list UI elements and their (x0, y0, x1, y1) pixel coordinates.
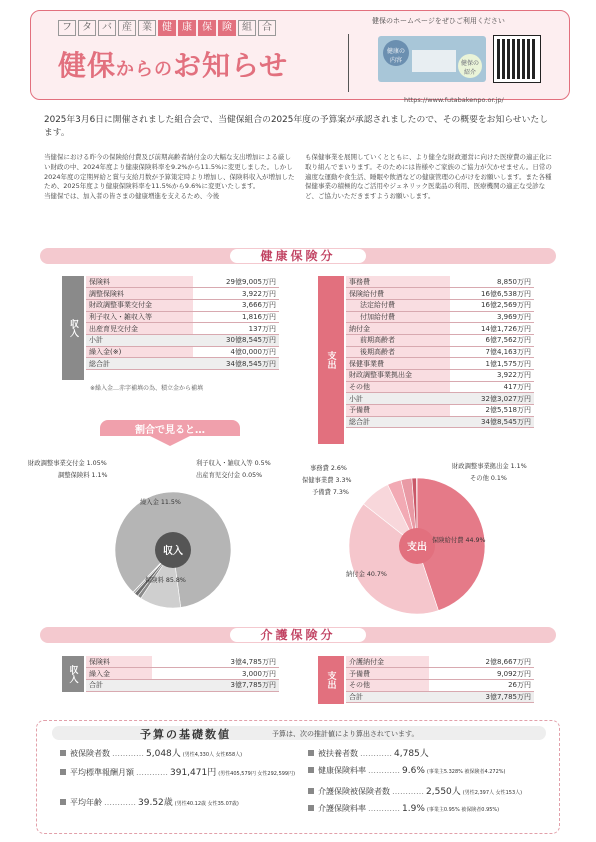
basis-subtitle: 予算は、次の推計値により算出されています。 (272, 730, 419, 738)
basis-note: (男性4,330人 女性658人) (182, 752, 243, 758)
basis-key: 平均標準報酬月額 (70, 768, 134, 777)
bullet-icon (60, 750, 66, 756)
ratio-title: 割合で見ると… (135, 425, 205, 436)
table-row (346, 311, 534, 323)
org-char: 組 (238, 20, 256, 36)
basis-value: 5,048人 (146, 749, 181, 759)
body-left: 当健保における昨今の保険給付費及び前期高齢者納付金の大幅な支出増加による厳しい財政の中、2024年度より健康保険料率を9.2%から11.5%に変更しました。しかし2024年度の定期昇給と賞与支給月数が予算策定時より増加し、保険料収入が増加したため、2025年度より健康保険料率を11.5%から9.6%に変更いたします。 当健保では、加入者の皆さまの健康増進を支えるため、今後 (44, 153, 295, 201)
table-row (86, 311, 279, 323)
org-name (58, 20, 278, 36)
page-title: 健保からのお知らせ (58, 49, 289, 82)
table-row (86, 656, 279, 668)
row-value: 6億7,562万円 (450, 334, 534, 346)
org-char: フ (58, 20, 76, 36)
table-row (346, 679, 534, 691)
table-row (346, 276, 534, 288)
care-expense-table (346, 656, 534, 703)
pie-label: 繰入金 11.5% (140, 499, 181, 506)
table-row (346, 393, 534, 405)
expense-table (346, 276, 534, 428)
table-row (346, 668, 534, 680)
org-char: タ (78, 20, 96, 36)
income-pie-chart (20, 450, 300, 610)
row-value: 32億3,027万円 (450, 393, 534, 405)
row-value: 14億1,726万円 (450, 323, 534, 335)
row-label: 出産育児交付金 (86, 323, 193, 335)
table-row (346, 299, 534, 311)
pie-center-label: 支出 (407, 542, 427, 553)
row-label: 保険料 (86, 656, 152, 668)
row-label: その他 (346, 381, 450, 393)
leader-dots: ………… (368, 766, 400, 775)
row-value: 3億7,785万円 (429, 691, 534, 703)
pie-label: 調整保険料 1.1% (58, 472, 108, 479)
pie-label: 保健事業費 3.3% (302, 477, 352, 484)
homepage-url[interactable]: https://www.futabakenpo.or.jp/ (404, 96, 504, 104)
row-label: 予備費 (346, 668, 429, 680)
header-divider (348, 34, 349, 92)
row-label: 事務費 (346, 276, 450, 288)
basis-item (60, 795, 300, 814)
row-label: 小計 (346, 393, 450, 405)
basis-key: 平均年齢 (70, 798, 102, 807)
row-value: 1,816万円 (193, 311, 279, 323)
leader-dots: ………… (368, 804, 400, 813)
leader-dots: ………… (112, 749, 144, 758)
row-value: 8,850万円 (450, 276, 534, 288)
basis-note: (男性2,397人 女性153人) (462, 790, 523, 796)
basis-note: (事業主5.328% 被保険者4.272%) (426, 769, 506, 775)
table-row (346, 334, 534, 346)
leader-dots: ………… (104, 798, 136, 807)
row-value: 7億4,163万円 (450, 346, 534, 358)
row-value: 2億8,667万円 (429, 656, 534, 668)
basis-right-list (308, 746, 553, 822)
income-label: 収入 (62, 276, 84, 380)
row-value: 30億8,545万円 (193, 334, 279, 346)
row-label: 財政調整事業拠出金 (346, 370, 450, 382)
row-label: 小計 (86, 334, 193, 346)
pie-label: 出産育児交付金 0.05% (196, 472, 263, 479)
pie-center-label: 収入 (163, 546, 183, 557)
health-section-title: 健康保険分 (230, 249, 366, 263)
row-value: 26万円 (429, 679, 534, 691)
org-char: 健 (158, 20, 176, 36)
basis-key: 被保険者数 (70, 749, 110, 758)
row-value: 417万円 (450, 381, 534, 393)
basis-value: 1.9% (402, 804, 425, 814)
row-label: 付加給付費 (346, 311, 450, 323)
leader-dots: ………… (136, 768, 168, 777)
basis-left-list (60, 746, 300, 814)
row-label: 保険給付費 (346, 288, 450, 300)
row-label: 調整保険料 (86, 288, 193, 300)
basis-item (308, 765, 553, 784)
table-row (86, 334, 279, 346)
qr-code-icon[interactable] (494, 36, 540, 82)
leader-dots: ………… (360, 749, 392, 758)
basis-item (308, 803, 553, 822)
pie-label: 保険料 85.8% (145, 577, 186, 584)
table-row (346, 405, 534, 417)
row-value: 3,000万円 (152, 668, 279, 680)
bullet-icon (308, 805, 314, 811)
basis-key: 被扶養者数 (318, 749, 358, 758)
row-label: 前期高齢者 (346, 334, 450, 346)
basis-key: 健康保険料率 (318, 766, 366, 775)
row-label: 総合計 (346, 416, 450, 428)
thumb-badge-right: 健保の 紹介 (458, 54, 482, 78)
bullet-icon (308, 788, 314, 794)
row-label: 保健事業費 (346, 358, 450, 370)
body-right: も保健事業を展開していくとともに、より健全な財政運営に向けた医療費の適正化に取り組んでまいります。そのためには皆様やご家族のご協力が欠かせません。日常の適度な運動や食生活、睡眠や飲酒などの健康管理の心がけをお願いします。また各種保健事業の積極的なご活用やジェネリック医薬品の利用、医療機関の適正な受診など、ご協力いただきますようお願いします。 (305, 153, 552, 201)
table-row (346, 381, 534, 393)
care-expense-label: 支出 (318, 656, 344, 704)
org-char: 保 (198, 20, 216, 36)
basis-note: (男性40.12歳 女性35.07歳) (174, 801, 239, 807)
basis-value: 9.6% (402, 766, 425, 776)
row-value: 4億0,000万円 (193, 346, 279, 358)
table-row (346, 370, 534, 382)
row-value: 3億4,785万円 (152, 656, 279, 668)
row-value: 3,969万円 (450, 311, 534, 323)
row-label: 納付金 (346, 323, 450, 335)
org-char: 業 (138, 20, 156, 36)
basis-key: 介護保険料率 (318, 804, 366, 813)
row-label: 利子収入・雑収入等 (86, 311, 193, 323)
bullet-icon (308, 767, 314, 773)
row-value: 16億2,569万円 (450, 299, 534, 311)
basis-value: 4,785人 (394, 749, 429, 759)
table-row (86, 346, 279, 358)
basis-item (308, 784, 553, 803)
bullet-icon (308, 750, 314, 756)
income-note: ※繰入金…赤字補填の為、積立金から補填 (90, 385, 204, 392)
table-row (346, 416, 534, 428)
pie-label: 保険給付費 44.9% (432, 537, 486, 544)
org-char: 康 (178, 20, 196, 36)
leader-dots: ………… (392, 787, 424, 796)
org-char: 険 (218, 20, 236, 36)
row-value: 3,922万円 (450, 370, 534, 382)
row-value: 34億8,545万円 (450, 416, 534, 428)
care-income-label: 収入 (62, 656, 84, 692)
table-row (86, 358, 279, 370)
pie-label: その他 0.1% (470, 475, 507, 482)
row-value: 3,666万円 (193, 299, 279, 311)
org-char: 産 (118, 20, 136, 36)
row-label: 介護納付金 (346, 656, 429, 668)
expense-label: 支出 (318, 276, 344, 444)
care-income-table (86, 656, 279, 692)
thumb-badge-left: 健康の 内容 (383, 40, 409, 66)
basis-note: (事業主0.95% 被保険者0.95%) (426, 807, 500, 813)
intro-text: 2025年3月6日に開催されました組合会で、当健保組合の2025年度の予算案が承認されましたので、その概要をお知らせいたします。 (44, 115, 548, 138)
table-row (346, 323, 534, 335)
building-icon (412, 50, 456, 72)
row-value: 1億1,575万円 (450, 358, 534, 370)
row-label: 後期高齢者 (346, 346, 450, 358)
basis-note: (男性405,579円 女性292,599円) (218, 771, 296, 777)
table-row (346, 656, 534, 668)
row-value: 3,922万円 (193, 288, 279, 300)
basis-item (308, 746, 553, 765)
row-label: 予備費 (346, 405, 450, 417)
pie-label: 財政調整事業拠出金 1.1% (452, 463, 527, 470)
basis-value: 2,550人 (426, 787, 461, 797)
pie-label: 利子収入・雑収入等 0.5% (196, 460, 271, 467)
table-row (86, 323, 279, 335)
pie-label: 納付金 40.7% (346, 571, 387, 578)
basis-item (60, 746, 300, 765)
row-label: 保険料 (86, 276, 193, 288)
table-row (86, 679, 279, 691)
row-label: 繰入金(※) (86, 346, 193, 358)
row-label: 法定給付費 (346, 299, 450, 311)
row-value: 137万円 (193, 323, 279, 335)
table-row (86, 668, 279, 680)
row-value: 29億9,005万円 (193, 276, 279, 288)
table-row (86, 288, 279, 300)
row-label: その他 (346, 679, 429, 691)
bullet-icon (60, 769, 66, 775)
row-label: 合計 (86, 679, 152, 691)
table-row (86, 299, 279, 311)
row-label: 財政調整事業交付金 (86, 299, 193, 311)
expense-pie-chart (300, 450, 576, 620)
basis-value: 39.52歳 (138, 798, 173, 808)
row-label: 総合計 (86, 358, 193, 370)
basis-title: 予算の基礎数値 (140, 728, 231, 741)
row-label: 合計 (346, 691, 429, 703)
homepage-promo: 健保のホームページをぜひご利用ください (372, 17, 505, 25)
care-section-title: 介護保険分 (230, 628, 366, 642)
bullet-icon (60, 799, 66, 805)
table-row (86, 276, 279, 288)
row-value: 3億7,785万円 (152, 679, 279, 691)
table-row (346, 288, 534, 300)
row-value: 34億8,545万円 (193, 358, 279, 370)
row-value: 9,092万円 (429, 668, 534, 680)
homepage-thumbnail[interactable] (378, 36, 486, 82)
row-value: 16億6,538万円 (450, 288, 534, 300)
income-table (86, 276, 279, 370)
pie-label: 事務費 2.6% (310, 465, 347, 472)
table-row (346, 691, 534, 703)
table-row (346, 358, 534, 370)
basis-key: 介護保険被保険者数 (318, 787, 390, 796)
org-char: 合 (258, 20, 276, 36)
pie-label: 予備費 7.3% (312, 489, 349, 496)
table-row (346, 346, 534, 358)
pie-label: 財政調整事業交付金 1.05% (28, 460, 107, 467)
basis-item (60, 765, 300, 795)
row-value: 2億5,518万円 (450, 405, 534, 417)
org-char: バ (98, 20, 116, 36)
row-label: 繰入金 (86, 668, 152, 680)
basis-value: 391,471円 (170, 768, 217, 778)
ratio-banner-arrow (150, 436, 190, 446)
